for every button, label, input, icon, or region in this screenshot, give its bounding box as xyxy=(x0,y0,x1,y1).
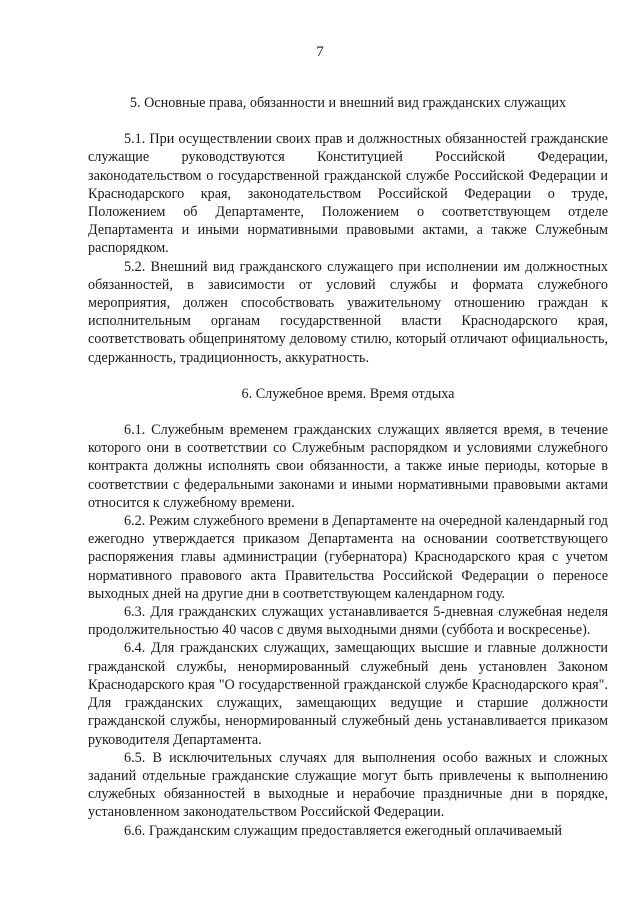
paragraph-6-1: 6.1. Служебным временем гражданских служащих является время, в течение которого они в соответствии со Служебным распорядком и условиями служебного контракта должны исполнять свои обязанности, а также иные периоды, которые в соответствии с федеральными законами и иными нормативными правовыми актами относится к служебному времени. xyxy=(88,422,608,511)
page-number: 7 xyxy=(316,44,324,60)
paragraph-6-4: 6.4. Для гражданских служащих, замещающих высшие и главные должности гражданской службы, ненормированный служебный день установлен Законом Краснодарского края "О государственной гражданской службе Краснодарского края". Для гражданских служащих, замещающих ведущие и старшие должности гражданской службы, ненормированный служебный день устанавливается приказом руководителя Департамента. xyxy=(88,640,608,748)
paragraph-6-5: 6.5. В исключительных случаях для выполнения особо важных и сложных заданий отдельные гражданские служащие могут быть привлечены к выполнению служебных обязанностей в выходные и нерабочие праздничные дни в порядке, установленном законодательством Российской Федерации. xyxy=(88,749,608,821)
paragraph-5-1: 5.1. При осуществлении своих прав и должностных обязанностей гражданские служащие руководствуются Конституцией Российской Федерации, законодательством о государственной гражданской службе Российской Федерации и Краснодарского края, законодательством Российской Федерации о труде, Положением об Департаменте, Положением о соответствующем отделе Департамента и иными нормативными правовыми актами, а также Служебным распорядком. xyxy=(88,131,608,257)
paragraph-6-6: 6.6. Гражданским служащим предоставляется ежегодный оплачиваемый xyxy=(124,822,563,839)
paragraph-5-2: 5.2. Внешний вид гражданского служащего при исполнении им должностных обязанностей, в зависимости от условий службы и формата служебного мероприятия, должен способствовать уважительному отношению граждан к исполнительным органам государственной власти Краснодарского края, соответствовать общепринятому деловому стилю, который отличают официальность, сдержанность, традиционность, аккуратность. xyxy=(88,258,608,366)
paragraph-6-2: 6.2. Режим служебного времени в Департаменте на очередной календарный год ежегодно утверждается приказом Департамента на основании соответствующего распоряжения главы администрации (губернатора) Краснодарского края с учетом нормативного правового акта Правительства Российской Федерации о переносе выходных дней на другие дни в соответствующем календарном году. xyxy=(88,513,608,602)
paragraph-6-3: 6.3. Для гражданских служащих устанавливается 5-дневная служебная неделя продолжительностью 40 часов с двумя выходными днями (суббота и воскресенье). xyxy=(88,604,608,639)
section-5-heading: 5. Основные права, обязанности и внешний вид гражданских служащих xyxy=(129,95,567,111)
document-content xyxy=(88,84,608,840)
section-6-heading: 6. Служебное время. Время отдыха xyxy=(241,385,455,402)
